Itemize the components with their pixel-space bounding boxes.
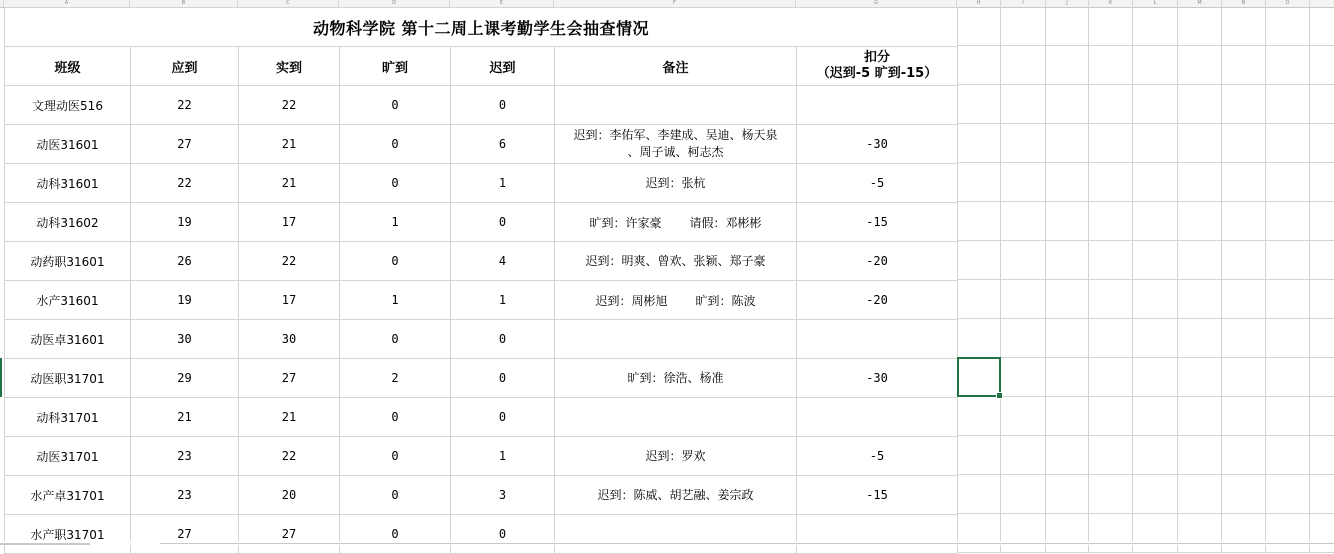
cell-deduct[interactable] [797,86,958,125]
empty-cell[interactable] [1178,436,1222,475]
cell-class[interactable]: 动科31701 [5,398,131,437]
cell-actual[interactable]: 30 [239,320,340,359]
cell-late[interactable]: 1 [451,437,555,476]
cell-deduct[interactable]: -15 [797,203,958,242]
cell-actual[interactable]: 27 [239,515,340,554]
active-row-marker [0,358,2,397]
cell-note[interactable] [555,203,797,242]
empty-cell[interactable] [1089,241,1133,280]
cell-actual[interactable]: 17 [239,281,340,320]
empty-cell[interactable] [1133,319,1178,358]
cell-expected[interactable]: 29 [131,359,239,398]
column-header-k[interactable]: K [1089,0,1133,7]
cell-absent[interactable]: 0 [340,398,451,437]
empty-cell[interactable] [1222,475,1266,514]
empty-cell[interactable] [1266,514,1310,553]
cell-deduct[interactable]: -5 [797,164,958,203]
cell-absent[interactable]: 0 [340,515,451,554]
empty-cell[interactable] [1222,241,1266,280]
empty-cell[interactable] [1001,46,1046,85]
cell-class[interactable]: 动医职31701 [5,359,131,398]
attendance-table [4,7,958,554]
empty-cell[interactable] [1266,7,1310,46]
empty-cell[interactable] [1222,319,1266,358]
cell-expected[interactable]: 27 [131,515,239,554]
empty-cell[interactable] [1133,7,1178,46]
empty-cell[interactable] [1222,46,1266,85]
empty-cell[interactable] [1046,475,1089,514]
empty-cell[interactable] [1178,7,1222,46]
empty-cell[interactable] [957,397,1001,436]
empty-cell[interactable] [957,280,1001,319]
note-text: 旷到：徐浩、杨准 [627,370,724,385]
empty-cell[interactable] [1046,397,1089,436]
column-header-c[interactable]: C [238,0,339,7]
empty-cell[interactable] [1222,514,1266,553]
cell-note[interactable] [555,281,797,320]
cell-absent[interactable]: 1 [340,281,451,320]
note-text: 迟到：张杭 [645,175,706,190]
empty-cell[interactable] [1222,358,1266,397]
empty-cell[interactable] [1133,124,1178,163]
empty-cell[interactable] [957,475,1001,514]
cell-class[interactable]: 动科31602 [5,203,131,242]
header-deduct-rule: （迟到-5 旷到-15） [816,66,938,81]
column-header-f[interactable]: F [554,0,796,7]
empty-cell[interactable] [1089,124,1133,163]
empty-cell[interactable] [1310,397,1334,436]
cell-actual[interactable]: 22 [239,86,340,125]
empty-cell[interactable] [1089,475,1133,514]
empty-cell[interactable] [1046,319,1089,358]
cell-class[interactable]: 水产卓31701 [5,476,131,515]
cell-class[interactable]: 文理动医516 [5,86,131,125]
cell-expected[interactable]: 19 [131,203,239,242]
empty-cell[interactable] [1001,85,1046,124]
empty-cell[interactable] [1310,46,1334,85]
empty-cell[interactable] [957,241,1001,280]
empty-cell[interactable] [957,163,1001,202]
header-class[interactable]: 班级 [5,47,131,86]
cell-class[interactable]: 动医31601 [5,125,131,164]
empty-cell[interactable] [1266,475,1310,514]
empty-cell[interactable] [1089,163,1133,202]
empty-cell[interactable] [1266,358,1310,397]
empty-cell[interactable] [1001,241,1046,280]
empty-cell[interactable] [1222,124,1266,163]
cell-actual[interactable]: 21 [239,164,340,203]
table-row [5,242,958,281]
cell-expected[interactable]: 30 [131,320,239,359]
empty-cell[interactable] [1222,397,1266,436]
empty-cell[interactable] [1178,241,1222,280]
header-deduct[interactable] [797,47,958,86]
column-header-e[interactable]: E [450,0,554,7]
empty-cell[interactable] [1266,46,1310,85]
empty-cell[interactable] [1310,124,1334,163]
header-expected[interactable]: 应到 [131,47,239,86]
cell-absent[interactable]: 0 [340,242,451,281]
cell-deduct[interactable]: -30 [797,125,958,164]
table-row [5,320,958,359]
column-header-g[interactable]: G [796,0,957,7]
table-row [5,164,958,203]
empty-cell[interactable] [957,319,1001,358]
empty-cell[interactable] [1266,397,1310,436]
empty-cell[interactable] [1089,202,1133,241]
empty-cell[interactable] [1178,397,1222,436]
cell-note[interactable] [555,359,797,398]
column-header-m[interactable]: M [1178,0,1222,7]
empty-cell[interactable] [1133,358,1178,397]
column-header-l[interactable]: L [1133,0,1178,7]
empty-cell[interactable] [1222,7,1266,46]
empty-cell[interactable] [1046,46,1089,85]
table-row [5,398,958,437]
empty-cell[interactable] [1266,319,1310,358]
cell-late[interactable]: 3 [451,476,555,515]
cell-actual[interactable]: 27 [239,359,340,398]
cell-absent[interactable]: 0 [340,86,451,125]
cell-late[interactable]: 0 [451,398,555,437]
note-text: 迟到：罗欢 [645,448,706,463]
empty-cell[interactable] [1178,475,1222,514]
empty-cell[interactable] [1266,436,1310,475]
empty-cell[interactable] [1089,85,1133,124]
cell-absent[interactable]: 1 [340,203,451,242]
empty-cell[interactable] [1089,7,1133,46]
cell-absent[interactable]: 0 [340,164,451,203]
empty-cell[interactable] [1001,358,1046,397]
header-note[interactable]: 备注 [555,47,797,86]
empty-cell[interactable] [957,436,1001,475]
empty-cell[interactable] [1133,397,1178,436]
empty-cell[interactable] [1046,7,1089,46]
empty-cell[interactable] [1046,241,1089,280]
column-header-h[interactable]: H [957,0,1001,7]
note-text: 、周子诚、柯志杰 [627,145,724,159]
cell-late[interactable]: 1 [451,281,555,320]
cell-actual[interactable]: 22 [239,437,340,476]
cell-late[interactable]: 0 [451,86,555,125]
cell-late[interactable]: 0 [451,203,555,242]
empty-cell[interactable] [1001,124,1046,163]
cell-expected[interactable]: 19 [131,281,239,320]
empty-cell[interactable] [1310,241,1334,280]
empty-cell[interactable] [1133,46,1178,85]
cell-late[interactable]: 4 [451,242,555,281]
cell-class[interactable]: 水产职31701 [5,515,131,554]
empty-cell[interactable] [1178,124,1222,163]
empty-cell[interactable] [1310,202,1334,241]
table-row [5,476,958,515]
cell-class[interactable]: 动医31701 [5,437,131,476]
empty-cell[interactable] [1089,514,1133,553]
cell-class[interactable]: 动科31601 [5,164,131,203]
table-row [5,281,958,320]
empty-cell[interactable] [1310,475,1334,514]
empty-cell[interactable] [1178,163,1222,202]
cell-late[interactable]: 0 [451,359,555,398]
empty-cell[interactable] [1310,436,1334,475]
header-row [5,47,958,86]
cell-late[interactable]: 0 [451,320,555,359]
empty-cell[interactable] [1178,202,1222,241]
empty-cell[interactable] [1089,436,1133,475]
empty-cell[interactable] [1178,319,1222,358]
cell-deduct[interactable]: -30 [797,359,958,398]
empty-cell[interactable] [1178,46,1222,85]
empty-cell[interactable] [1046,124,1089,163]
cell-deduct[interactable]: -5 [797,437,958,476]
empty-cell[interactable] [1001,319,1046,358]
cell-class[interactable]: 水产31601 [5,281,131,320]
cell-class[interactable]: 动医卓31601 [5,320,131,359]
empty-cell[interactable] [1310,319,1334,358]
cell-deduct[interactable] [797,320,958,359]
empty-cell[interactable] [1266,280,1310,319]
empty-cell[interactable] [1222,163,1266,202]
cell-absent[interactable]: 0 [340,320,451,359]
empty-cell[interactable] [1089,280,1133,319]
table-row [5,86,958,125]
empty-cell[interactable] [957,514,1001,553]
empty-cell[interactable] [1046,358,1089,397]
empty-cell[interactable] [1001,7,1046,46]
cell-expected[interactable]: 22 [131,86,239,125]
cell-note[interactable] [555,242,797,281]
cell-expected[interactable]: 23 [131,437,239,476]
column-header-a[interactable]: A [4,0,130,7]
empty-cell[interactable] [1133,241,1178,280]
cell-deduct[interactable] [797,398,958,437]
empty-cell[interactable] [1046,514,1089,553]
cell-deduct[interactable]: -15 [797,476,958,515]
cell-actual[interactable]: 20 [239,476,340,515]
cell-absent[interactable]: 0 [340,125,451,164]
cell-actual[interactable]: 22 [239,242,340,281]
empty-cell[interactable] [1001,397,1046,436]
empty-cell[interactable] [1222,85,1266,124]
empty-cell[interactable] [1310,280,1334,319]
empty-cell[interactable] [1133,436,1178,475]
cell-expected[interactable]: 27 [131,125,239,164]
empty-cell[interactable] [957,46,1001,85]
note-text: 请假：邓彬彬 [689,215,762,230]
cell-absent[interactable]: 0 [340,437,451,476]
empty-cell[interactable] [1089,46,1133,85]
empty-cell[interactable] [1046,436,1089,475]
cell-late[interactable]: 0 [451,515,555,554]
note-text: 迟到：周彬旭 [595,293,668,308]
cell-expected[interactable]: 26 [131,242,239,281]
cell-deduct[interactable]: -20 [797,242,958,281]
column-header-o[interactable]: O [1266,0,1310,7]
empty-cell[interactable] [1266,241,1310,280]
note-text: 迟到：明爽、曾欢、张颖、郑子豪 [585,253,766,268]
empty-cell[interactable] [1178,280,1222,319]
table-row [5,437,958,476]
empty-cell[interactable] [1310,358,1334,397]
empty-cell[interactable] [957,202,1001,241]
empty-cell[interactable] [1133,280,1178,319]
empty-cell[interactable] [1133,475,1178,514]
sheet-title[interactable]: 动物科学院 第十二周上课考勤学生会抽查情况 [5,8,958,47]
empty-cell[interactable] [1266,163,1310,202]
empty-cell[interactable] [1001,163,1046,202]
empty-cell[interactable] [1310,7,1334,46]
empty-cell[interactable] [1133,163,1178,202]
empty-cell[interactable] [1046,280,1089,319]
cell-deduct[interactable]: -20 [797,281,958,320]
cell-expected[interactable]: 23 [131,476,239,515]
header-deduct-title: 扣分 [863,50,890,65]
cell-expected[interactable]: 22 [131,164,239,203]
cell-note[interactable] [555,125,797,164]
empty-cell[interactable] [1178,85,1222,124]
empty-cell[interactable] [1178,514,1222,553]
empty-cell[interactable] [1133,514,1178,553]
cell-note[interactable] [555,515,797,554]
empty-cell[interactable] [1310,514,1334,553]
empty-cell[interactable] [1001,436,1046,475]
empty-cell[interactable] [1046,202,1089,241]
table-row [5,515,958,554]
empty-cell[interactable] [1266,202,1310,241]
empty-cell[interactable] [1001,202,1046,241]
header-absent[interactable]: 旷到 [340,47,451,86]
cell-expected[interactable]: 21 [131,398,239,437]
cell-late[interactable]: 1 [451,164,555,203]
cell-deduct[interactable] [797,515,958,554]
selected-cell[interactable] [957,357,1001,397]
empty-cell[interactable] [957,124,1001,163]
note-text: 旷到：陈波 [695,293,756,308]
cell-note[interactable] [555,398,797,437]
cell-note[interactable] [555,476,797,515]
cell-note[interactable] [555,164,797,203]
column-header-cell[interactable] [1310,0,1334,7]
empty-cell[interactable] [1001,280,1046,319]
cell-absent[interactable]: 2 [340,359,451,398]
empty-grid-area[interactable] [957,7,1334,545]
cell-actual[interactable]: 17 [239,203,340,242]
empty-cell[interactable] [1089,397,1133,436]
column-header-b[interactable]: B [130,0,238,7]
empty-cell[interactable] [1001,475,1046,514]
bottom-scroll-edge [0,541,1334,545]
empty-cell[interactable] [957,85,1001,124]
empty-cell[interactable] [1266,124,1310,163]
column-header-j[interactable]: J [1046,0,1089,7]
empty-cell[interactable] [1046,163,1089,202]
cell-actual[interactable]: 21 [239,398,340,437]
table-row [5,125,958,164]
empty-cell[interactable] [1089,319,1133,358]
empty-cell[interactable] [957,7,1001,46]
column-header-n[interactable]: N [1222,0,1266,7]
empty-cell[interactable] [1001,514,1046,553]
empty-cell[interactable] [1133,202,1178,241]
empty-cell[interactable] [1046,85,1089,124]
cell-note[interactable] [555,437,797,476]
header-late[interactable]: 迟到 [451,47,555,86]
note-text: 迟到：李佑军、李建成、吴迪、杨天泉 [573,128,778,142]
note-text: 迟到：陈威、胡艺融、姜宗政 [597,487,754,502]
empty-cell[interactable] [1222,280,1266,319]
empty-cell[interactable] [1133,85,1178,124]
cell-note[interactable] [555,86,797,125]
cell-class[interactable]: 动药职31601 [5,242,131,281]
header-actual[interactable]: 实到 [239,47,340,86]
note-text: 旷到：许家豪 [589,215,662,230]
empty-cell[interactable] [1222,436,1266,475]
cell-actual[interactable]: 21 [239,125,340,164]
empty-cell[interactable] [1310,163,1334,202]
cell-late[interactable]: 6 [451,125,555,164]
empty-cell[interactable] [1266,85,1310,124]
empty-cell[interactable] [1178,358,1222,397]
cell-note[interactable] [555,320,797,359]
column-header-d[interactable]: D [339,0,450,7]
cell-absent[interactable]: 0 [340,476,451,515]
table-row [5,203,958,242]
column-header-i[interactable]: I [1001,0,1046,7]
empty-cell[interactable] [1222,202,1266,241]
empty-cell[interactable] [1310,85,1334,124]
empty-cell[interactable] [1089,358,1133,397]
table-row [5,359,958,398]
